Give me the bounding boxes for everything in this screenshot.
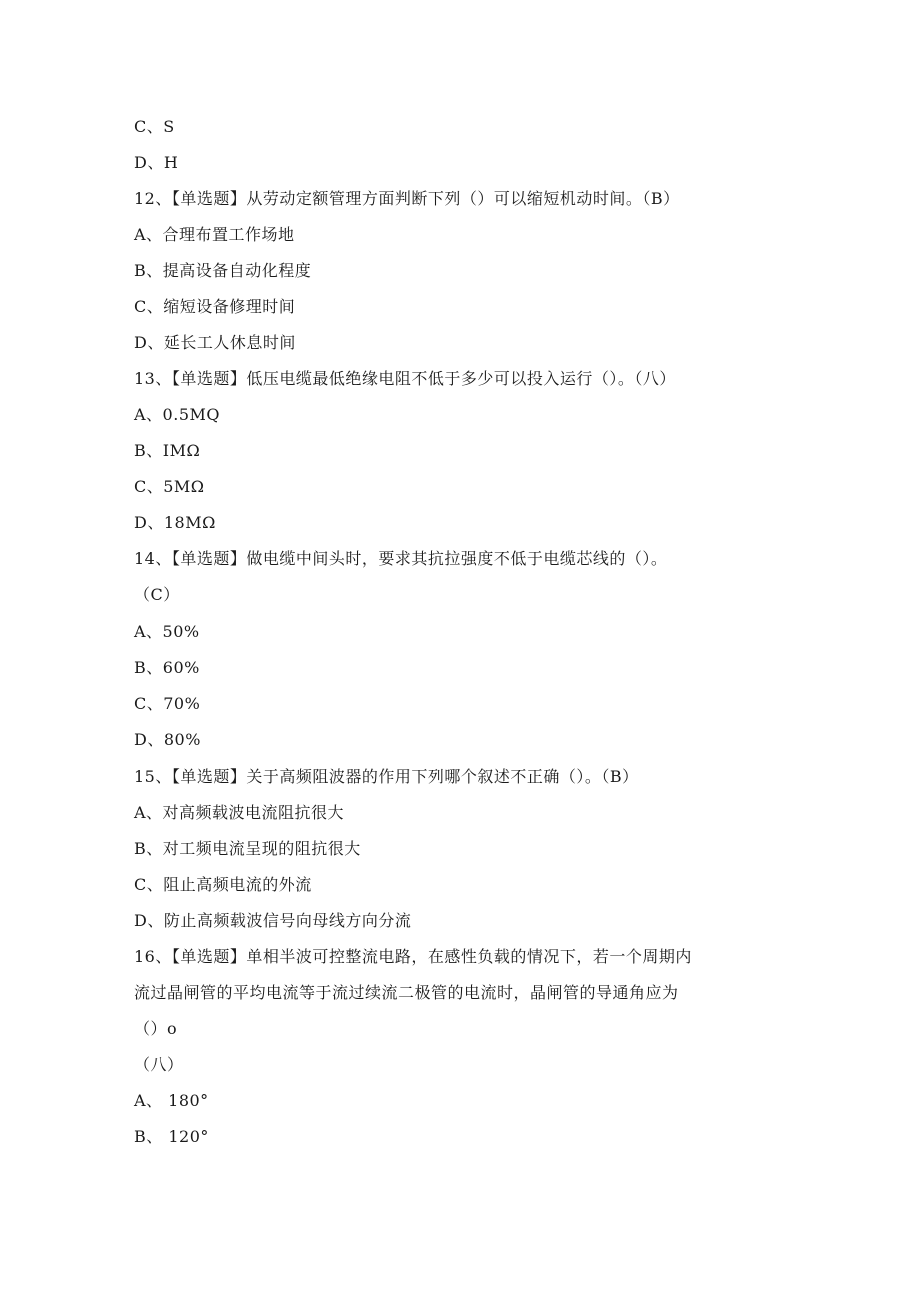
option-c-q14: C、70% bbox=[134, 694, 201, 713]
question-15: 15、【单选题】关于高频阻波器的作用下列哪个叙述不正确（）。（B） bbox=[134, 767, 639, 786]
option-b-q13: B、IMΩ bbox=[134, 441, 201, 460]
question-14: 14、【单选题】做电缆中间头时，要求其抗拉强度不低于电缆芯线的（）。 bbox=[134, 549, 668, 568]
option-d-q11: D、H bbox=[134, 153, 179, 172]
option-d-q15: D、防止高频载波信号向母线方向分流 bbox=[134, 911, 412, 930]
option-c-q11: C、S bbox=[134, 117, 175, 136]
option-d-q12: D、延长工人休息时间 bbox=[134, 333, 296, 352]
option-b-q16: B、 120° bbox=[134, 1127, 209, 1146]
option-a-q12: A、合理布置工作场地 bbox=[134, 225, 295, 244]
question-16-line-2: 流过晶闸管的平均电流等于流过续流二极管的电流时，晶闸管的导通角应为 bbox=[134, 983, 679, 1002]
option-d-q14: D、80% bbox=[134, 730, 201, 749]
question-16-line-1: 16、【单选题】单相半波可控整流电路，在感性负载的情况下，若一个周期内 bbox=[134, 947, 692, 966]
option-c-q12: C、缩短设备修理时间 bbox=[134, 297, 296, 316]
option-b-q15: B、对工频电流呈现的阻抗很大 bbox=[134, 839, 361, 858]
option-c-q15: C、阻止高频电流的外流 bbox=[134, 875, 312, 894]
question-14-answer: （C） bbox=[134, 585, 180, 604]
option-c-q13: C、5MΩ bbox=[134, 477, 205, 496]
question-13: 13、【单选题】低压电缆最低绝缘电阻不低于多少可以投入运行（）。（八） bbox=[134, 369, 676, 388]
option-d-q13: D、18MΩ bbox=[134, 513, 216, 532]
question-12: 12、【单选题】从劳动定额管理方面判断下列（）可以缩短机动时间。（B） bbox=[134, 189, 680, 208]
option-a-q15: A、对高频载波电流阻抗很大 bbox=[134, 803, 345, 822]
option-b-q14: B、60% bbox=[134, 658, 200, 677]
option-b-q12: B、提高设备自动化程度 bbox=[134, 261, 312, 280]
question-16-answer: （八） bbox=[134, 1055, 184, 1074]
option-a-q13: A、0.5MQ bbox=[134, 405, 221, 424]
option-a-q16: A、 180° bbox=[134, 1091, 209, 1110]
question-16-line-3: （）o bbox=[134, 1019, 178, 1038]
option-a-q14: A、50% bbox=[134, 622, 200, 641]
